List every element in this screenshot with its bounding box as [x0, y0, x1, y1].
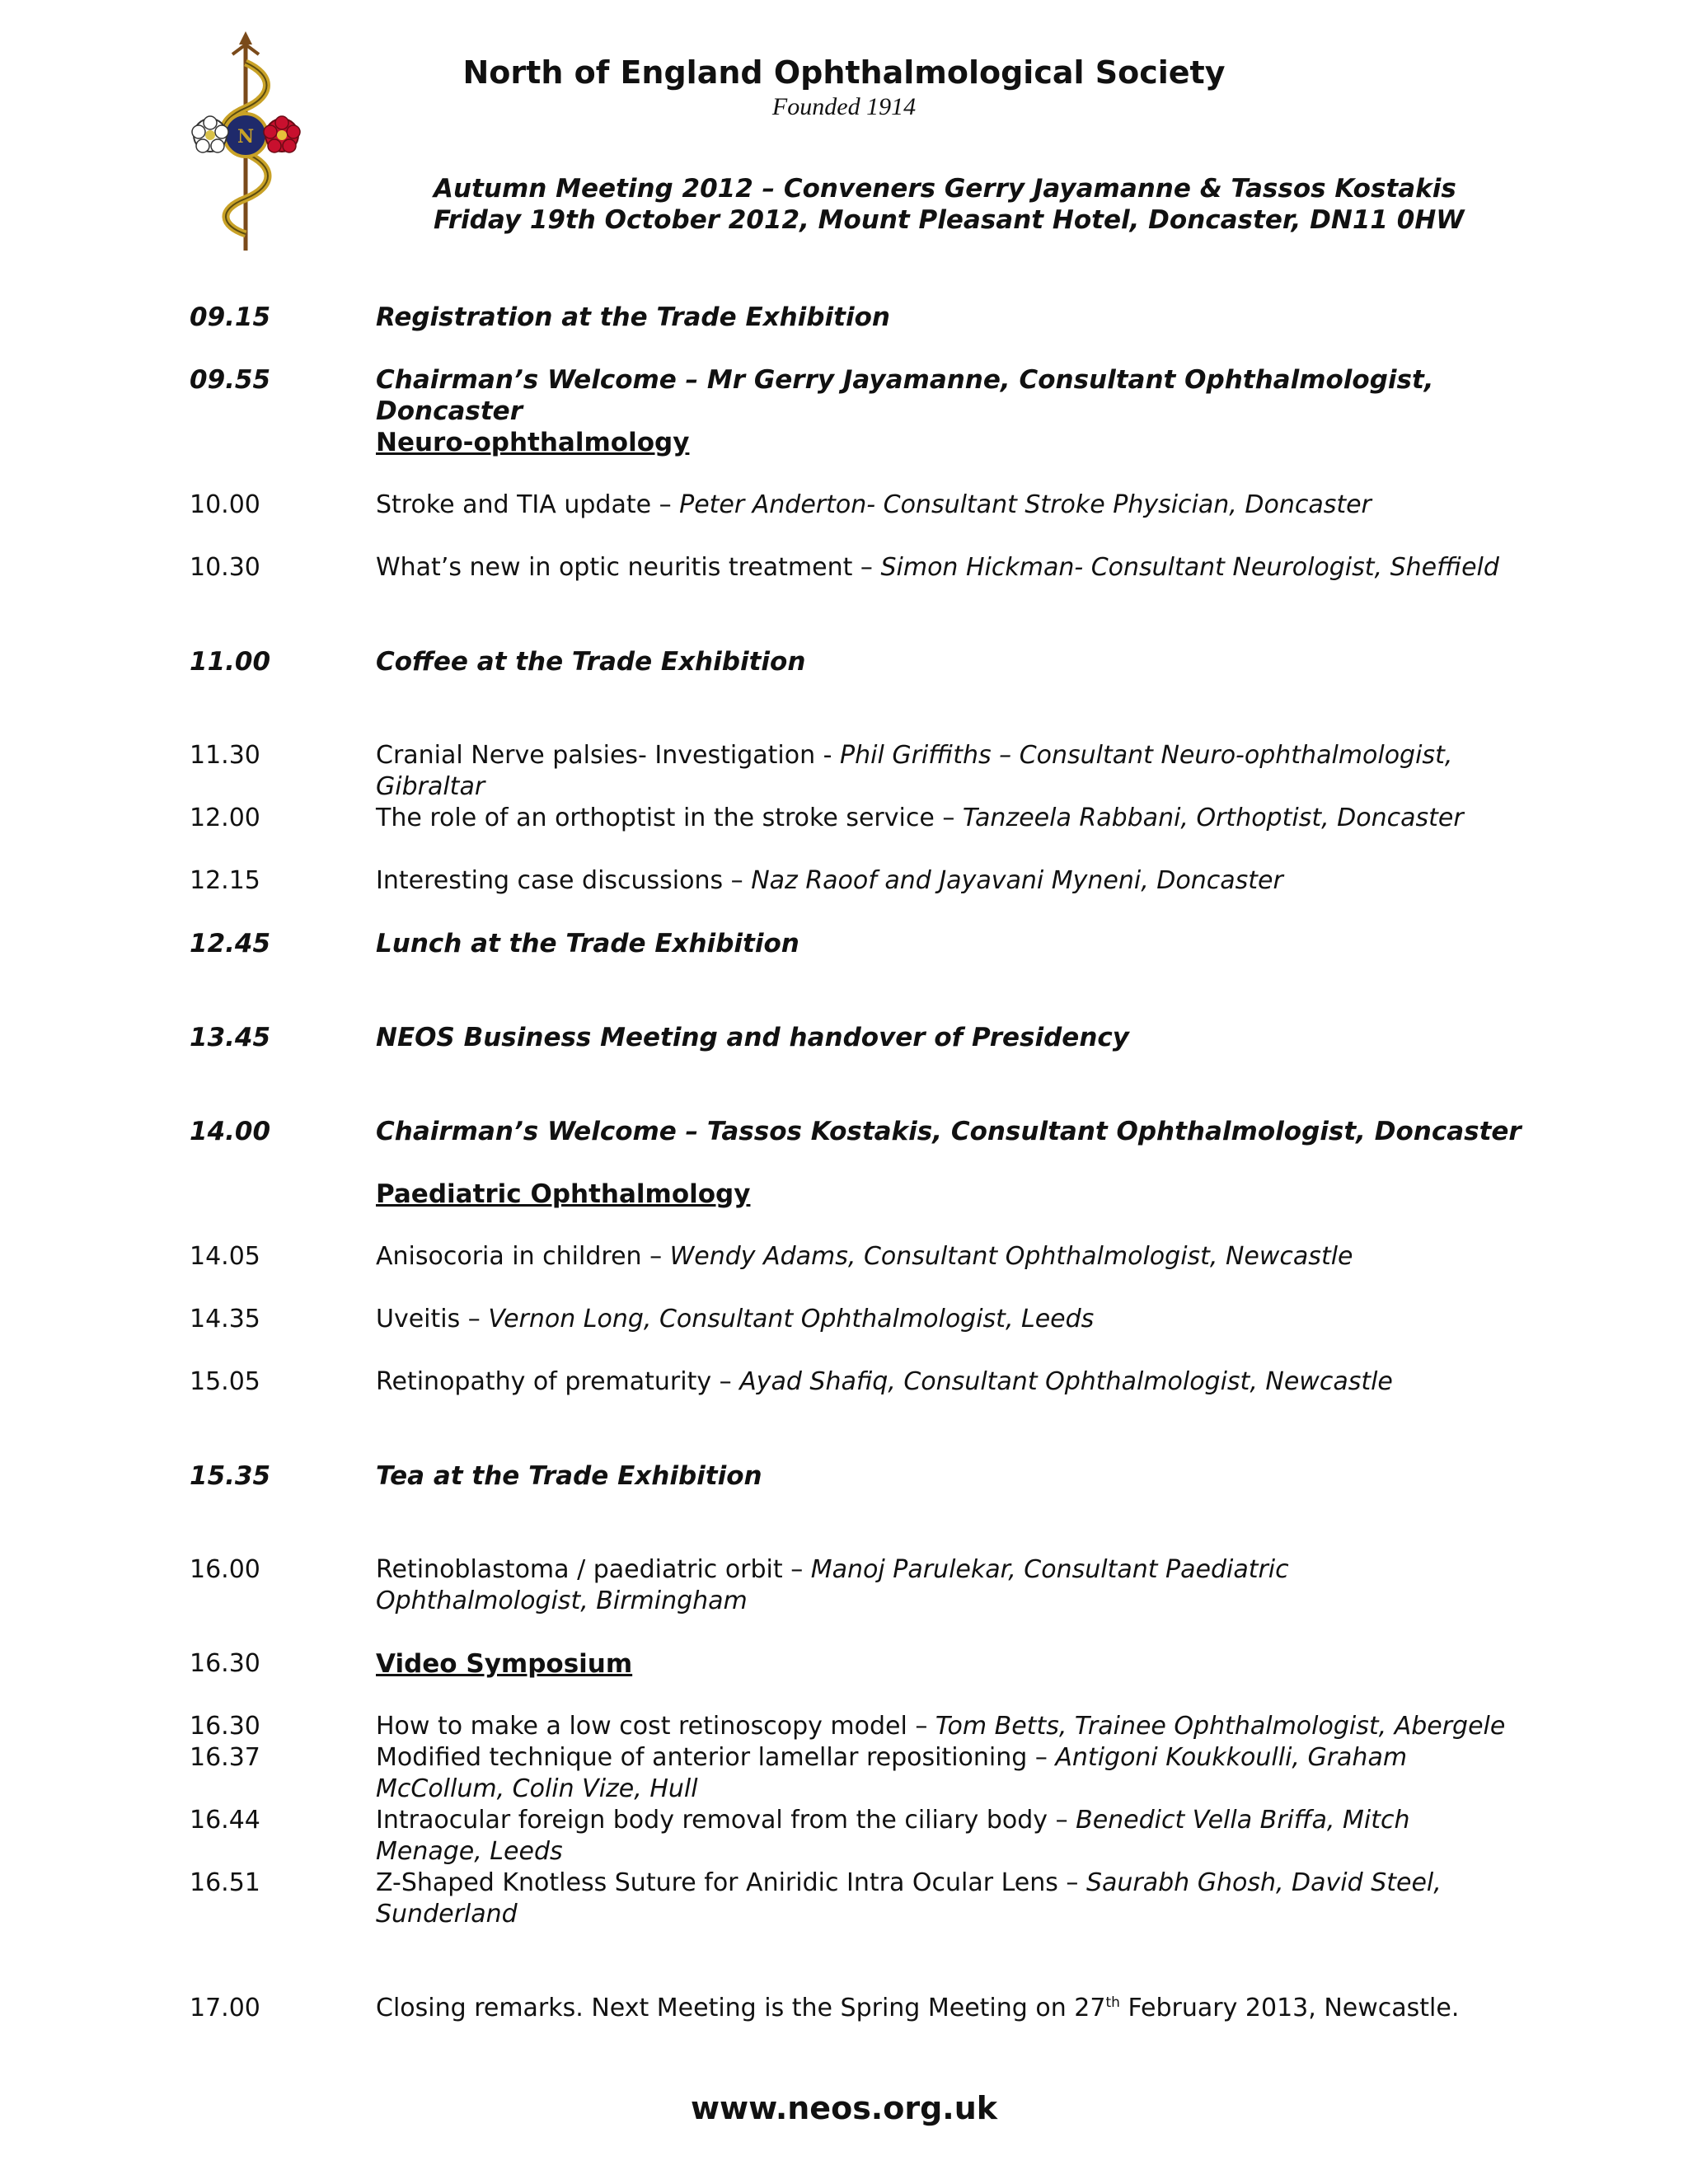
session-speaker: Tom Betts, Trainee Ophthalmologist, Abergele: [935, 1712, 1506, 1741]
session-title: Registration at the Trade Exhibition: [376, 302, 890, 332]
session-time: 13.45: [190, 1023, 271, 1052]
session-time: 17.00: [190, 1994, 260, 2022]
session-time: 16.51: [190, 1868, 260, 1897]
session-time: 15.35: [190, 1461, 271, 1491]
session-title: Interesting case discussions –: [376, 866, 752, 895]
session-time: 12.45: [190, 929, 271, 958]
session-time: 16.00: [190, 1555, 260, 1584]
meeting-conveners: Autumn Meeting 2012 – Conveners Gerry Jayamanne & Tassos Kostakis: [434, 174, 1456, 204]
session-time: 11.30: [190, 741, 260, 770]
section-heading: Paediatric Ophthalmology: [376, 1179, 751, 1209]
session-title: Retinoblastoma / paediatric orbit –: [376, 1555, 811, 1584]
session-time: 09.15: [190, 302, 271, 332]
session-time: 14.35: [190, 1305, 260, 1333]
session-speaker: Manoj Parulekar, Consultant Paediatric Ophthalmologist, Birmingham: [376, 1555, 1289, 1615]
session-title: Coffee at the Trade Exhibition: [376, 647, 806, 677]
section-heading: Neuro-ophthalmology: [376, 428, 690, 457]
session-title: Chairman’s Welcome – Mr Gerry Jayamanne, Consultant Ophthalmologist, Doncaster: [376, 365, 1434, 426]
session-speaker: Phil Griffiths – Consultant Neuro-ophthalmologist, Gibraltar: [376, 741, 1453, 801]
session-title: Stroke and TIA update –: [376, 490, 680, 519]
session-title: Anisocoria in children –: [376, 1242, 670, 1271]
session-speaker: Vernon Long, Consultant Ophthalmologist, Leeds: [488, 1305, 1095, 1333]
closing-remarks-text: Closing remarks. Next Meeting is the Spring Meeting on 27: [376, 1994, 1106, 2022]
svg-text:N: N: [237, 126, 255, 148]
session-title: The role of an orthoptist in the stroke service –: [376, 804, 963, 832]
organization-name: North of England Ophthalmological Society: [462, 54, 1226, 91]
session-speaker: Saurabh Ghosh, David Steel, Sunderland: [376, 1868, 1442, 1929]
session-time: 16.37: [190, 1743, 260, 1772]
website-url: www.neos.org.uk: [690, 2090, 998, 2126]
session-title: Retinopathy of prematurity –: [376, 1367, 740, 1396]
session-title: What’s new in optic neuritis treatment –: [376, 553, 881, 582]
section-heading: Video Symposium: [376, 1649, 633, 1679]
session-time: 16.30: [190, 1649, 260, 1678]
session-speaker: Benedict Vella Briffa, Mitch Menage, Leeds: [376, 1806, 1410, 1866]
session-speaker: Peter Anderton- Consultant Stroke Physician, Doncaster: [679, 490, 1372, 519]
ordinal-suffix: th: [1105, 1994, 1120, 2011]
session-title: Tea at the Trade Exhibition: [376, 1461, 762, 1491]
session-time: 12.15: [190, 866, 260, 895]
meeting-date-venue: Friday 19th October 2012, Mount Pleasant Hotel, Doncaster, DN11 0HW: [434, 205, 1465, 235]
session-time: 12.00: [190, 804, 260, 832]
session-title: Cranial Nerve palsies- Investigation -: [376, 741, 841, 770]
session-time: 15.05: [190, 1367, 260, 1396]
session-speaker: Wendy Adams, Consultant Ophthalmologist, Newcastle: [669, 1242, 1353, 1271]
session-speaker: Naz Raoof and Jayavani Myneni, Doncaster: [751, 866, 1283, 895]
session-time: 09.55: [190, 365, 271, 395]
session-time: 16.44: [190, 1806, 260, 1835]
session-time: 11.00: [190, 647, 271, 677]
session-time: 14.00: [190, 1117, 271, 1146]
session-title: Intraocular foreign body removal from the ciliary body –: [376, 1806, 1076, 1835]
session-time: 10.00: [190, 490, 260, 519]
session-time: 14.05: [190, 1242, 260, 1271]
session-speaker: Ayad Shafiq, Consultant Ophthalmologist, Newcastle: [739, 1367, 1393, 1396]
session-title: Z-Shaped Knotless Suture for Aniridic Intra Ocular Lens –: [376, 1868, 1086, 1897]
session-title: Lunch at the Trade Exhibition: [376, 929, 799, 958]
session-time: 10.30: [190, 553, 260, 582]
session-title: NEOS Business Meeting and handover of Presidency: [376, 1023, 1129, 1052]
session-title: Modified technique of anterior lamellar repositioning –: [376, 1743, 1056, 1772]
closing-remarks-text-end: February 2013, Newcastle.: [1119, 1994, 1460, 2022]
session-title: How to make a low cost retinoscopy model –: [376, 1712, 935, 1741]
session-speaker: Simon Hickman- Consultant Neurologist, Sheffield: [880, 553, 1499, 582]
session-title: Chairman’s Welcome – Tassos Kostakis, Consultant Ophthalmologist, Doncaster: [376, 1117, 1522, 1146]
session-speaker: Antigoni Koukkoulli, Graham McCollum, Colin Vize, Hull: [376, 1743, 1408, 1803]
founded-year: Founded 1914: [771, 93, 917, 120]
session-speaker: Tanzeela Rabbani, Orthoptist, Doncaster: [962, 804, 1464, 832]
session-title: Uveitis –: [376, 1305, 489, 1333]
session-time: 16.30: [190, 1712, 260, 1741]
